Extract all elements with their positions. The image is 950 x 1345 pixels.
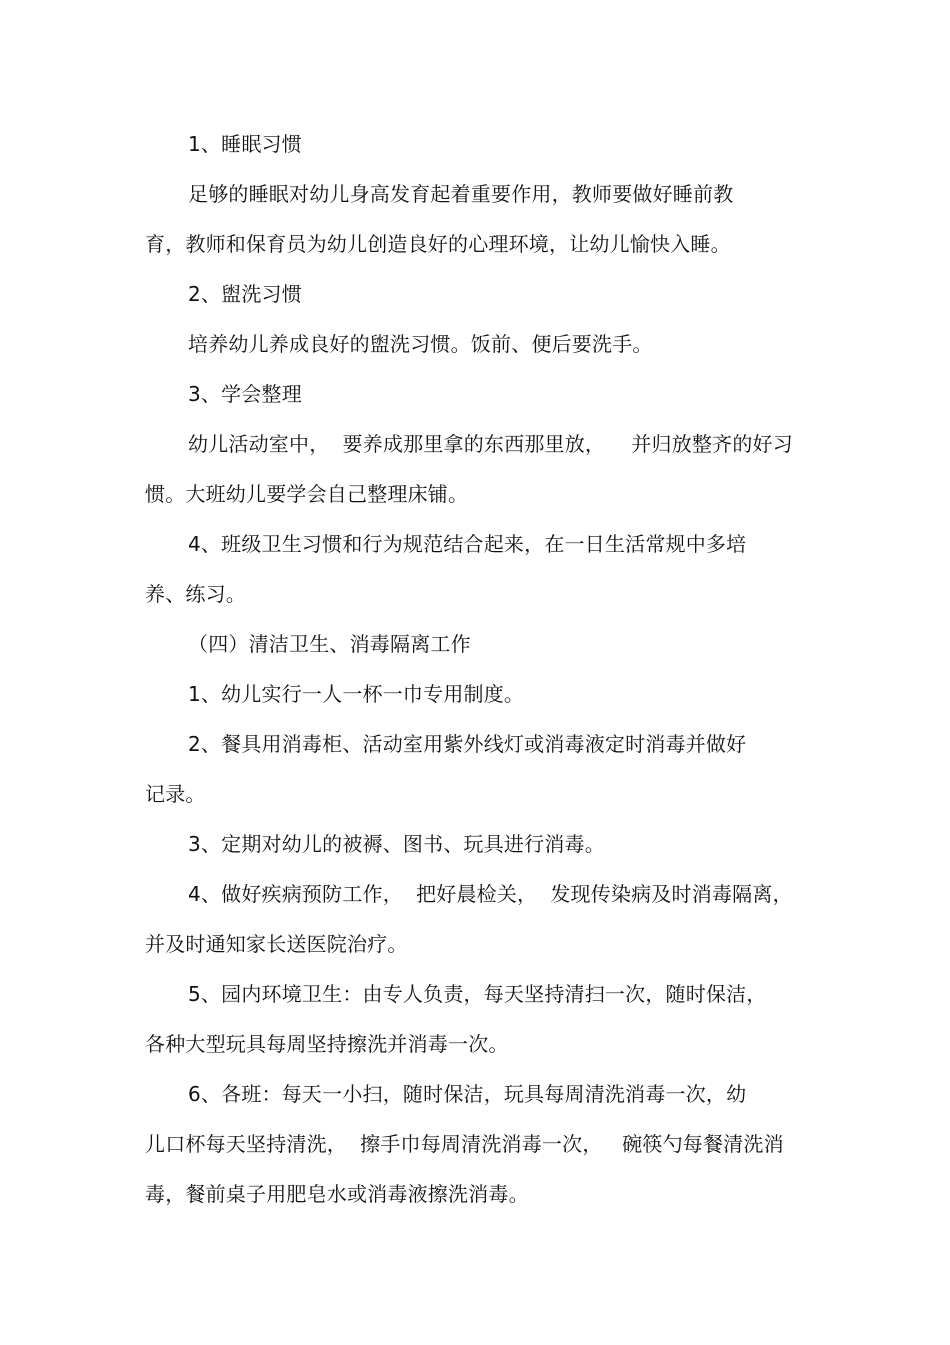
paragraph-line: 各种大型玩具每周坚持擦洗并消毒一次。 — [145, 1032, 509, 1056]
heading-washing-habit: 2、盥洗习惯 — [188, 282, 302, 306]
paragraph-line: 6、各班：每天一小扫，随时保洁，玩具每周清洗消毒一次，幼 — [188, 1082, 747, 1106]
paragraph-line: 记录。 — [145, 782, 206, 806]
paragraph-line: 惯。大班幼儿要学会自己整理床铺。 — [145, 482, 469, 506]
paragraph-line: 2、餐具用消毒柜、活动室用紫外线灯或消毒液定时消毒并做好 — [188, 732, 747, 756]
paragraph-line: 培养幼儿养成良好的盥洗习惯。饭前、便后要洗手。 — [188, 332, 653, 356]
paragraph-line: 3、定期对幼儿的被褥、图书、玩具进行消毒。 — [188, 832, 605, 856]
paragraph-line: 养、练习。 — [145, 582, 246, 606]
paragraph-line: 幼儿活动室中， 要养成那里拿的东西那里放， 并归放整齐的好习 — [188, 432, 793, 456]
paragraph-line: 4、班级卫生习惯和行为规范结合起来，在一日生活常规中多培 — [188, 532, 747, 556]
paragraph-line: 1、幼儿实行一人一杯一巾专用制度。 — [188, 682, 525, 706]
paragraph-line: 5、园内环境卫生：由专人负责，每天坚持清扫一次，随时保洁， — [188, 982, 767, 1006]
section-heading-cleaning-disinfection: （四）清洁卫生、消毒隔离工作 — [188, 632, 471, 656]
paragraph-line: 毒，餐前桌子用肥皂水或消毒液擦洗消毒。 — [145, 1182, 529, 1206]
paragraph-line: 育，教师和保育员为幼儿创造良好的心理环境，让幼儿愉快入睡。 — [145, 232, 731, 256]
heading-tidying: 3、学会整理 — [188, 382, 302, 406]
heading-sleep-habit: 1、睡眠习惯 — [188, 132, 302, 156]
paragraph-line: 足够的睡眠对幼儿身高发育起着重要作用，教师要做好睡前教 — [188, 182, 734, 206]
paragraph-line: 4、做好疾病预防工作， 把好晨检关， 发现传染病及时消毒隔离， — [188, 882, 793, 906]
paragraph-line: 儿口杯每天坚持清洗， 擦手巾每周清洗消毒一次， 碗筷勺每餐清洗消 — [145, 1132, 784, 1156]
paragraph-line: 并及时通知家长送医院治疗。 — [145, 932, 408, 956]
